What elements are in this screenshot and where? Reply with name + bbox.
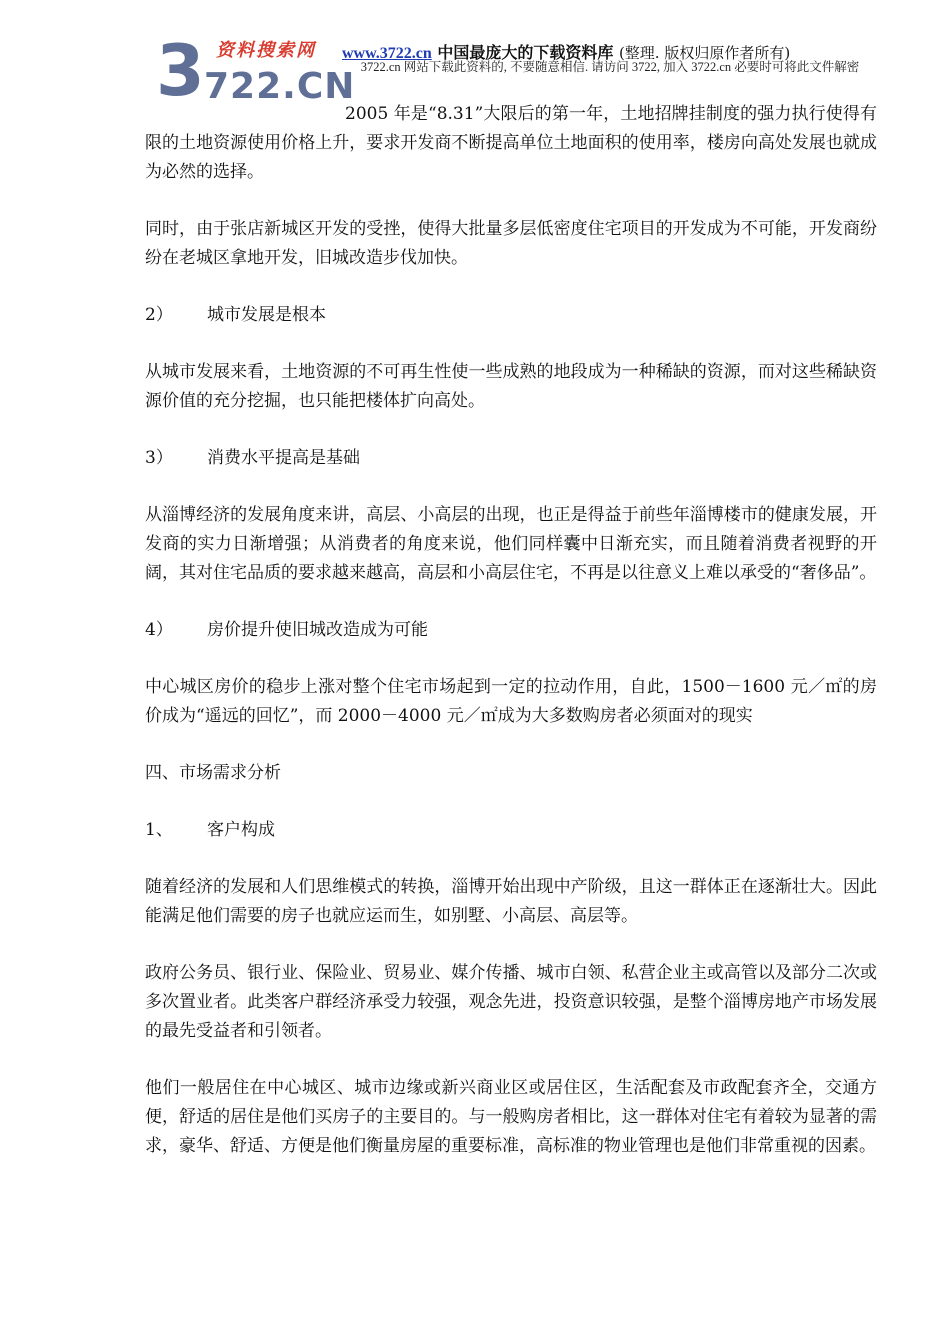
subheading-text: 城市发展是根本 xyxy=(207,305,326,325)
section-heading: 四、市场需求分析 xyxy=(145,763,281,783)
paragraph-6: 随着经济的发展和人们思维模式的转换，淄博开始出现中产阶级，且这一群体正在逐渐壮大。因此能满足他们需要的房子也就应运而生，如别墅、小高层、高层等。 xyxy=(145,877,877,926)
banner-subnote: 3722.cn 网站下载此资料的, 不要随意相信. 请访问 3722, 加入 3722.cn 必要时可将此文件解密 xyxy=(360,60,860,74)
banner-copyright-note: (整理. 版权归原作者所有) xyxy=(618,44,791,62)
site-logo xyxy=(156,30,356,112)
subheading-number: 2） xyxy=(145,305,173,325)
logo-digit: 3 xyxy=(156,30,205,112)
subheading-2 xyxy=(145,301,877,330)
paragraph-4: 从淄博经济的发展角度来讲，高层、小高层的出现，也正是得益于前些年淄博楼市的健康发展，开发商的实力日渐增强；从消费者的角度来说，他们同样囊中日渐充实，而且随着消费者视野的开阔，其对住宅品质的要求越来越高，高层和小高层住宅，不再是以往意义上难以承受的“奢侈品”。 xyxy=(145,505,877,583)
paragraph-7: 政府公务员、银行业、保险业、贸易业、媒介传播、城市白领、私营企业主或高管以及部分二次或多次置业者。此类客户群经济承受力较强，观念先进，投资意识较强，是整个淄博房地产市场发展的最先受益者和引领者。 xyxy=(145,963,877,1041)
logo-domain-text: 722.CN xyxy=(204,66,356,107)
paragraph-2: 同时，由于张店新城区开发的受挫，使得大批量多层低密度住宅项目的开发成为不可能，开发商纷纷在老城区拿地开发，旧城改造步伐加快。 xyxy=(145,219,877,268)
logo-chinese-text: 资料搜索网 xyxy=(216,40,316,61)
subheading-number: 3） xyxy=(145,448,173,468)
subheading-number: 4） xyxy=(145,620,173,640)
document-body xyxy=(145,100,877,1189)
paragraph-3: 从城市发展来看，土地资源的不可再生性使一些成熟的地段成为一种稀缺的资源，而对这些稀缺资源价值的充分挖掘，也只能把楼体扩向高处。 xyxy=(145,362,877,411)
site-link[interactable]: www.3722.cn xyxy=(342,45,432,62)
subheading-4 xyxy=(145,616,877,645)
subheading-text: 客户构成 xyxy=(207,820,275,840)
paragraph-5: 中心城区房价的稳步上涨对整个住宅市场起到一定的拉动作用，自此，1500－1600 元／㎡的房价成为“遥远的回忆”，而 2000－4000 元／㎡成为大多数购房者必须面对的现实 xyxy=(145,677,877,726)
subheading-3 xyxy=(145,444,877,473)
subheading-text: 消费水平提高是基础 xyxy=(207,448,360,468)
paragraph-1: 2005 年是“8.31”大限后的第一年，土地招牌挂制度的强力执行使得有限的土地资源使用价格上升，要求开发商不断提高单位土地面积的使用率，楼房向高处发展也就成为必然的选择。 xyxy=(145,104,877,182)
banner-title: 中国最庞大的下载资料库 xyxy=(437,43,614,62)
paragraph-8: 他们一般居住在中心城区、城市边缘或新兴商业区或居住区，生活配套及市政配套齐全，交通方便，舒适的居住是他们买房子的主要目的。与一般购房者相比，这一群体对住宅有着较为显著的需求，豪华、舒适、方便是他们衡量房屋的重要标准，高标准的物业管理也是他们非常重视的因素。 xyxy=(145,1078,877,1156)
subheading-text: 房价提升使旧城改造成为可能 xyxy=(207,620,428,640)
subheading-customer xyxy=(145,816,877,845)
subheading-number: 1、 xyxy=(145,820,173,840)
